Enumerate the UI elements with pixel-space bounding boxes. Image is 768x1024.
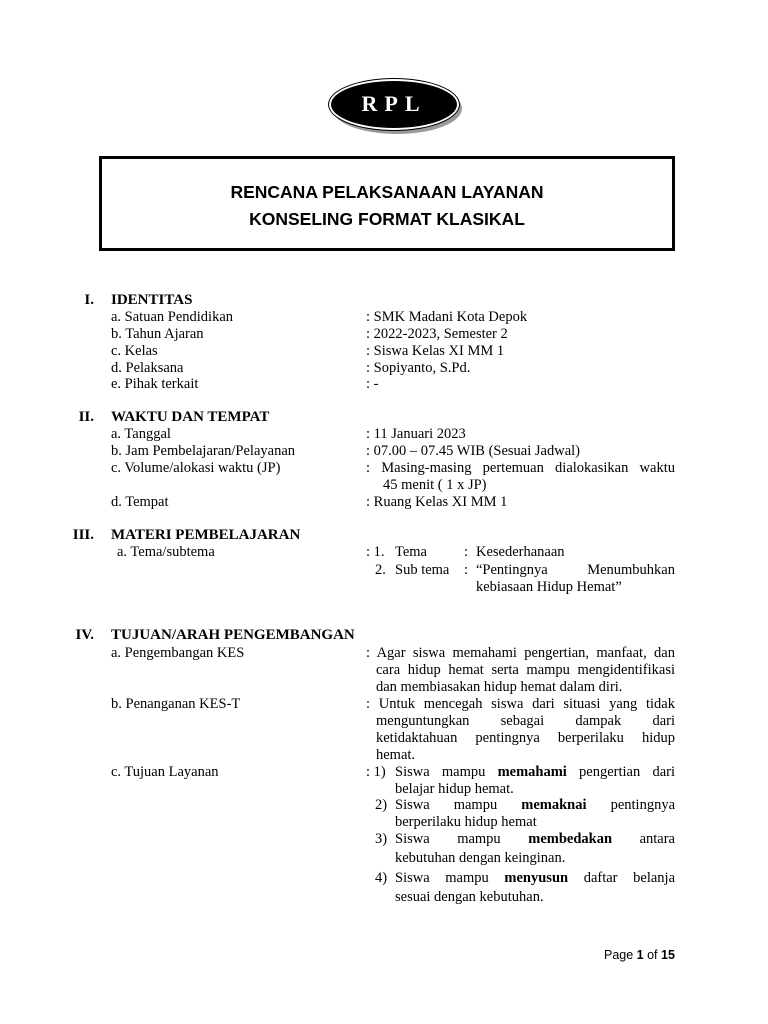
title-line-1: RENCANA PELAKSANAAN LAYANAN	[230, 182, 544, 202]
s3-item2-number: 2.	[375, 562, 386, 578]
s3-item1-key: Tema	[395, 544, 427, 560]
s4-b-line: : Untuk mencegah siswa dari situasi yang tidak	[366, 696, 675, 712]
goal-line-cont: kebutuhan dengan keinginan.	[395, 850, 566, 866]
section-4-title: TUJUAN/ARAH PENGEMBANGAN	[111, 627, 355, 643]
goal-line-cont: belajar hidup hemat.	[395, 781, 514, 797]
document-title-box	[99, 156, 675, 251]
s2-row-value: : Ruang Kelas XI MM 1	[366, 494, 508, 510]
s4-a-line: dan membiasakan hidup hemat dalam diri.	[376, 679, 623, 695]
s3-item2-value: “Pentingnya Menumbuhkan	[476, 562, 675, 578]
s1-row-label: e. Pihak terkait	[111, 376, 199, 392]
goal-number: : 1)	[366, 764, 386, 780]
s4-b-line: hemat.	[376, 747, 416, 763]
footer-total-pages: 15	[661, 948, 675, 962]
title-line-2: KONSELING FORMAT KLASIKAL	[249, 209, 525, 229]
rpl-logo-badge	[329, 79, 459, 130]
footer-prefix: Page	[604, 948, 637, 962]
s4-b-label: b. Penanganan KES-T	[111, 696, 241, 712]
s3-item2-colon: :	[464, 562, 469, 578]
s1-row-value: : SMK Madani Kota Depok	[366, 309, 528, 325]
goal-line: Siswa mampu menyusun daftar belanja	[395, 870, 676, 886]
s1-row-value: : -	[366, 376, 379, 392]
s3-item2-value-cont: kebiasaan Hidup Hemat”	[476, 579, 622, 595]
s4-a-line: cara hidup hemat serta mampu mengidentifikasi	[376, 662, 675, 678]
section-2-number: II.	[78, 409, 94, 425]
s3-label: a. Tema/subtema	[117, 544, 215, 560]
goal-number: 3)	[375, 831, 388, 847]
s2-row-value: : Masing-masing pertemuan dialokasikan waktu	[366, 460, 675, 476]
section-4-number: IV.	[75, 627, 94, 643]
section-1-title: IDENTITAS	[111, 292, 193, 308]
s2-row-value: : 07.00 – 07.45 WIB (Sesuai Jadwal)	[366, 443, 580, 459]
s1-row-label: b. Tahun Ajaran	[111, 326, 204, 342]
s3-item1-colon: :	[464, 544, 469, 560]
section-1-number: I.	[84, 292, 94, 308]
goal-line-cont: sesuai dengan kebutuhan.	[395, 889, 544, 905]
section-2-title: WAKTU DAN TEMPAT	[111, 409, 270, 425]
goal-number: 4)	[375, 870, 388, 886]
s1-row-label: d. Pelaksana	[111, 360, 184, 376]
goal-line: Siswa mampu memaknai pentingnya	[395, 797, 676, 813]
s3-item2-key: Sub tema	[395, 562, 450, 578]
s4-c-label: c. Tujuan Layanan	[111, 764, 219, 780]
s2-row-value-cont: 45 menit ( 1 x JP)	[383, 477, 487, 493]
s4-a-label: a. Pengembangan KES	[111, 645, 245, 661]
goal-line: Siswa mampu memahami pengertian dari	[395, 764, 675, 780]
goal-line: Siswa mampu membedakan antara	[395, 831, 675, 847]
section-3-number: III.	[72, 527, 94, 543]
s1-row-value: : Sopiyanto, S.Pd.	[366, 360, 471, 376]
s1-row-value: : Siswa Kelas XI MM 1	[366, 343, 505, 359]
s1-row-value: : 2022-2023, Semester 2	[366, 326, 508, 342]
goal-line-cont: berperilaku hidup hemat	[395, 814, 537, 830]
s1-row-label: a. Satuan Pendidikan	[111, 309, 234, 325]
s3-item1-value: Kesederhanaan	[476, 544, 565, 560]
section-3-title: MATERI PEMBELAJARAN	[111, 527, 301, 543]
footer-current-page: 1	[636, 948, 644, 962]
s2-row-label: a. Tanggal	[111, 426, 171, 442]
goal-number: 2)	[375, 797, 388, 813]
s4-b-line: ketidaktahuan pentingnya berperilaku hidup	[376, 730, 675, 746]
s2-row-label: b. Jam Pembelajaran/Pelayanan	[111, 443, 296, 459]
footer-of: of	[643, 948, 661, 962]
rpl-badge-text: RPL	[361, 91, 427, 116]
s4-a-line: : Agar siswa memahami pengertian, manfaat, dan	[366, 645, 675, 661]
page-footer	[604, 948, 675, 962]
s2-row-label: c. Volume/alokasi waktu (JP)	[111, 460, 281, 476]
s1-row-label: c. Kelas	[111, 343, 158, 359]
s3-item1-number: : 1.	[366, 544, 385, 560]
s2-row-value: : 11 Januari 2023	[366, 426, 466, 442]
s2-row-label: d. Tempat	[111, 494, 169, 510]
s4-b-line: menguntungkan sebagai dampak dari	[376, 713, 675, 729]
